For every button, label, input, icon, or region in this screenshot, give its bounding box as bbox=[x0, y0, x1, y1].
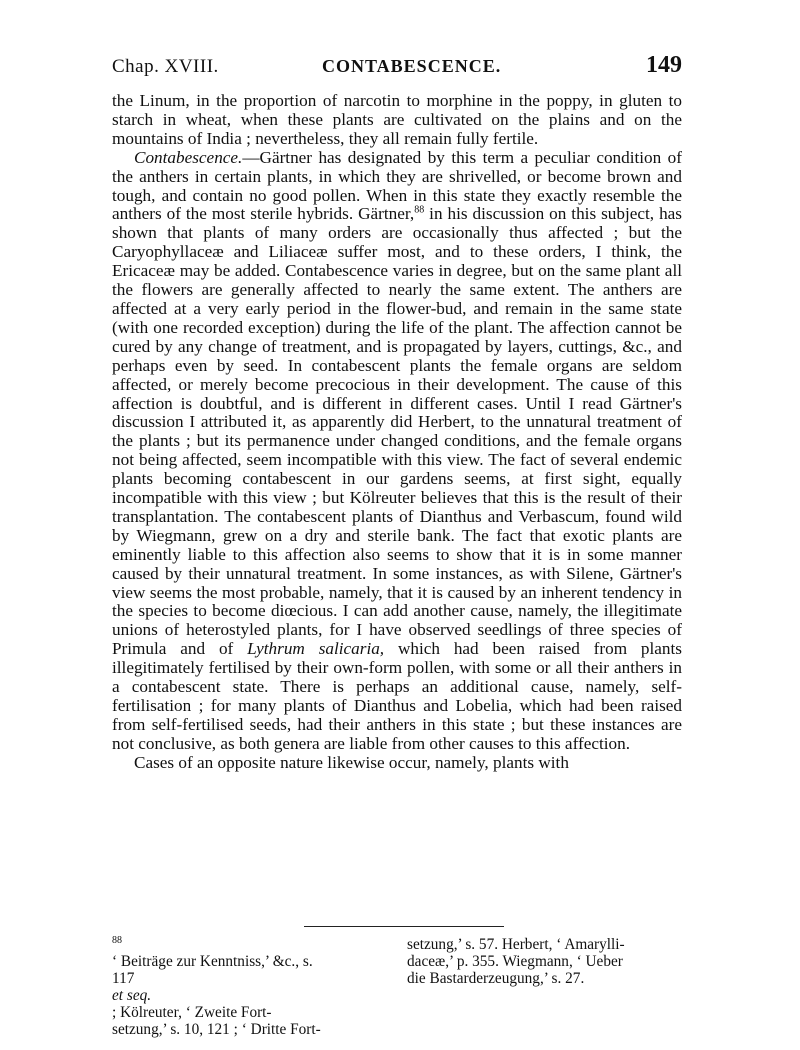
paragraph-continued: the Linum, in the proportion of narcotin to morphine in the poppy, in gluten to starch in wheat, when these plants are cultivated on the plains and on the mountains of India ; nevertheless, they all remain fully fertile. bbox=[112, 91, 682, 148]
section-term: Contabescence. bbox=[134, 147, 243, 167]
footnote-line: daceæ,’ p. 355. Wiegmann, ‘ Ueber bbox=[407, 953, 623, 970]
species-name: Lythrum salicaria, bbox=[247, 639, 385, 659]
footnote-line: setzung,’ s. 10, 121 ; ‘ Dritte Fort- bbox=[112, 1021, 321, 1038]
footnote-line: $^{88}$ ‘ Beiträge zur Kenntniss,’ &c., s. bbox=[112, 934, 313, 970]
footnote-column-left bbox=[112, 936, 387, 1038]
body-text bbox=[112, 92, 682, 773]
page-number: 149 bbox=[646, 52, 682, 78]
paragraph-text-part-b: in his discussion on this subject, has shown that plants of many orders are occasionally thus affected ; but the Caryophyllaceæ and Liliaceæ suffer most, and to these orders, I think, the Ericaceæ may be added. Contabescence varies in degree, but on the same plant all the flowers are generally affected to nearly the same extent. The anthers are affected at a very early period in the flower-bud, and remain in the same state (with one recorded exception) during the life of the plant. The affection cannot be cured by any change of treatment, and is propagated by layers, cuttings, &c., and perhaps even by seed. In contabescent plants the female organs are seldom affected, or merely become precocious in their development. The cause of this affection is doubtful, and is different in different cases. Until I read Gärtner's discussion I attributed it, as apparently did Herbert, to the unnatural treatment of the plants ; but its permanence under changed conditions, and the female organs not being affected, seem incompatible with this view. The fact of several endemic plants becoming contabescent in our gardens seems, at first sight, equally incompatible with this view ; but Kölreuter believes that this is the result of their transplantation. The contabescent plants of Dianthus and Verbascum, found wild by Wiegmann, grew on a dry and sterile bank. The fact that exotic plants are eminently liable to this affection also seems to show that it is in some manner caused by their unnatural treatment. In some instances, as with Silene, Gärtner's view seems the most probable, namely, that it is caused by an inherent tendency in the species to become diœcious. I can add another cause, namely, the illegitimate unions of heterostyled plants, for I have observed seedlings of three species of Primula and of bbox=[112, 204, 682, 659]
chapter-title: CONTABESCENCE. bbox=[322, 56, 502, 76]
paragraph-text-part-c: which had been raised from plants illegitimately fertilised by their own-form pollen, with some or all their anthers in a contabescent state. There is perhaps an additional cause, namely, self-fertilisation ; for many plants of Dianthus and Lobelia, which had been raised from self-fertilised seeds, had their anthers in this state ; but these instances are not conclusive, as both genera are liable from other causes to this affection. bbox=[112, 639, 682, 753]
running-head bbox=[112, 52, 682, 84]
footnote-line: 117 et seq. ; Kölreuter, ‘ Zweite Fort- bbox=[112, 970, 272, 1021]
chapter-label: Chap. XVIII. bbox=[112, 56, 219, 77]
footnote-reference: 88 bbox=[414, 204, 425, 216]
footnote-number: 88 bbox=[112, 934, 122, 946]
paragraph-text-part-a: —Gärtner has designated by this term a peculiar condition of the anthers in certain plants, in which they are shrivelled, or become brown and tough, and contain no good pollen. When in this state they exactly resemble the anthers of the most sterile hybrids. Gärtner, bbox=[112, 147, 682, 224]
footnote-line: setzung,’ s. 57. Herbert, ‘ Amarylli- bbox=[407, 936, 625, 953]
footnote-divider bbox=[304, 926, 504, 927]
paragraph-contabescence bbox=[112, 149, 682, 754]
footnote-line: die Bastarderzeugung,’ s. 27. bbox=[407, 970, 585, 987]
footnote-column-right bbox=[407, 936, 682, 987]
paragraph-opposite-cases: Cases of an opposite nature likewise occur, namely, plants with bbox=[134, 752, 569, 772]
